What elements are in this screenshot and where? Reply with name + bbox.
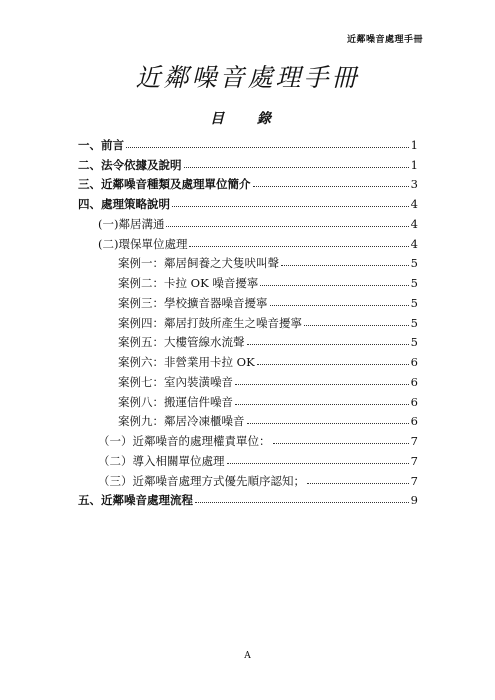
toc-entry-page: 5 (410, 256, 418, 271)
toc-entry[interactable] (78, 290, 418, 310)
toc-entry-page: 7 (410, 434, 418, 448)
toc-entry-page: 5 (410, 295, 418, 310)
toc-entry-page: 7 (410, 453, 418, 468)
toc-entry[interactable] (78, 389, 418, 409)
toc-entry-page: 6 (410, 355, 418, 369)
toc-entry-label: 二、法令依據及說明 (78, 157, 182, 172)
toc-entry-page: 3 (410, 177, 418, 192)
toc-entry-label: 案例六：非營業用卡拉 OK (118, 355, 255, 369)
toc-entry[interactable] (78, 428, 418, 448)
dot-leader (195, 502, 409, 503)
dot-leader (257, 364, 409, 365)
toc-entry-page: 5 (410, 315, 418, 330)
toc-entry-label: 案例四：鄰居打鼓所產生之噪音擾寧 (118, 315, 302, 330)
toc-entry[interactable] (78, 211, 418, 231)
toc-entry-label: 案例七：室內裝潢噪音 (118, 374, 233, 389)
toc-entry-label: 案例二：卡拉 OK 噪音擾寧 (118, 276, 259, 290)
toc-entry-page: 9 (410, 493, 418, 508)
toc-entry-label: （三）近鄰噪音處理方式優先順序認知； (98, 473, 305, 488)
toc-entry[interactable] (78, 349, 418, 369)
toc-entry[interactable] (78, 369, 418, 389)
toc-entry[interactable] (78, 132, 418, 152)
dot-leader (126, 147, 409, 148)
toc-entry[interactable] (78, 448, 418, 468)
document-title: 近鄰噪音處理手冊 (135, 63, 360, 92)
page-number: A (244, 651, 251, 661)
toc-entry-label: 五、近鄰噪音處理流程 (78, 493, 193, 508)
dot-leader (166, 226, 408, 227)
toc-entry-label: (一)鄰居溝通 (98, 216, 165, 231)
toc-entry[interactable] (78, 152, 418, 172)
dot-leader (172, 206, 409, 207)
toc-entry-label: 四、處理策略說明 (78, 197, 170, 211)
toc-entry-label: （一）近鄰噪音的處理權責單位： (98, 434, 271, 448)
toc-entry-label: (二)環保單位處理 (98, 236, 188, 251)
toc-entry-label: 案例五：大樓管線水流聲 (118, 335, 245, 350)
dot-leader (273, 443, 409, 444)
dot-leader (270, 305, 409, 306)
toc-entry[interactable] (78, 409, 418, 429)
toc-entry-page: 4 (410, 216, 418, 231)
toc-entry-page: 4 (410, 197, 418, 211)
toc-entry-label: 案例三：學校擴音器噪音擾寧 (118, 295, 268, 310)
dot-leader (253, 186, 409, 187)
toc-entry-label: 一、前言 (78, 137, 124, 152)
dot-leader (260, 285, 408, 286)
toc-entry-page: 1 (410, 137, 418, 152)
toc-entry-page: 7 (410, 473, 418, 488)
running-header: 近鄰噪音處理手冊 (346, 35, 423, 45)
dot-leader (304, 325, 409, 326)
toc-entry-label: 案例八：搬運信件噪音 (118, 394, 233, 409)
dot-leader (189, 246, 408, 247)
table-of-contents (78, 132, 418, 507)
dot-leader (281, 265, 409, 266)
toc-entry[interactable] (78, 172, 418, 192)
toc-entry-page: 6 (410, 414, 418, 429)
toc-entry-label: 三、近鄰噪音種類及處理單位簡介 (78, 177, 251, 192)
dot-leader (227, 463, 409, 464)
dot-leader (235, 404, 409, 405)
toc-entry-label: 案例九：鄰居冷凍櫃噪音 (118, 414, 245, 429)
toc-entry-page: 5 (410, 335, 418, 350)
toc-heading: 目 錄 (210, 111, 285, 127)
toc-entry-page: 5 (410, 276, 418, 290)
dot-leader (184, 167, 409, 168)
toc-entry-label: 案例一：鄰居飼養之犬隻吠叫聲 (118, 256, 279, 271)
toc-entry-label: （二）導入相關單位處理 (98, 453, 225, 468)
toc-entry[interactable] (78, 330, 418, 350)
toc-entry-page: 6 (410, 374, 418, 389)
dot-leader (307, 483, 409, 484)
toc-entry[interactable] (78, 191, 418, 211)
toc-entry[interactable] (78, 310, 418, 330)
toc-entry[interactable] (78, 251, 418, 271)
toc-entry[interactable] (78, 488, 418, 508)
toc-entry[interactable] (78, 468, 418, 488)
dot-leader (247, 344, 409, 345)
dot-leader (235, 384, 409, 385)
toc-entry[interactable] (78, 270, 418, 290)
toc-entry-page: 1 (410, 157, 418, 172)
toc-entry[interactable] (78, 231, 418, 251)
toc-entry-page: 6 (410, 394, 418, 409)
dot-leader (247, 423, 409, 424)
toc-entry-page: 4 (410, 236, 418, 251)
